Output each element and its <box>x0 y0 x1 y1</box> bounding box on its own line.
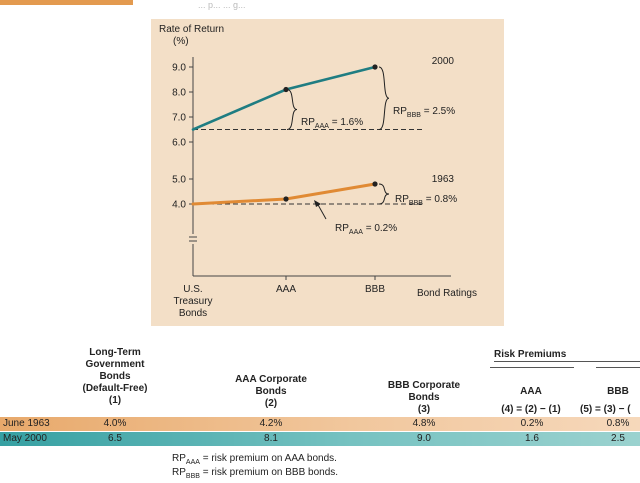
y-tick-label: 9.0 <box>172 62 186 74</box>
y-tick-label: 5.0 <box>172 174 186 186</box>
footnote-rp-bbb: $RP_{BBB}$ = risk premium on BBB bonds. <box>172 467 339 480</box>
risk-premiums-title: Risk Premiums <box>494 349 567 360</box>
annotation-rp-bbb-2000: $RP_{BBB} = 2.5\%$ <box>393 106 456 119</box>
brace-rp-bbb-2000 <box>379 67 389 130</box>
data-point <box>372 64 377 69</box>
y-tick-label: 8.0 <box>172 87 186 99</box>
cell-rp-bbb: 2.5 <box>611 433 625 444</box>
x-tick-label: BBB <box>364 284 386 295</box>
series-line-1963 <box>193 184 375 204</box>
header-rp-aaa-formula: (4) = (2) − (1) <box>501 404 561 415</box>
cell-rp-aaa: 0.2% <box>520 418 544 429</box>
series-label-1963: 1963 <box>431 174 454 185</box>
header-rp-bbb-formula: (5) = (3) − ( <box>580 404 631 415</box>
x-tick-label: AAA <box>275 284 297 295</box>
series-label-2000: 2000 <box>431 56 454 67</box>
brace-rp-aaa-2000 <box>287 90 297 130</box>
data-point <box>372 181 377 186</box>
section-tab-decoration <box>0 0 133 5</box>
annotation-rp-bbb-1963: $RP_{BBB} = 0.8\%$ <box>395 194 458 207</box>
cell-rp-aaa: 1.6 <box>525 433 539 444</box>
data-point <box>283 196 288 201</box>
row-label: June 1963 <box>3 418 50 429</box>
cell-aaa: 4.2% <box>259 418 283 429</box>
faded-header-text: ... p... ... g... <box>198 0 246 10</box>
cell-bbb: 4.8% <box>412 418 436 429</box>
row-label: May 2000 <box>3 433 47 444</box>
chart-panel <box>151 19 504 326</box>
x-tick-label: Bonds <box>178 308 208 319</box>
cell-govt: 6.5 <box>108 433 122 444</box>
annotation-rp-aaa-2000: $RP_{AAA} = 1.6\%$ <box>301 117 364 130</box>
y-axis-label: Rate of Return <box>159 24 225 35</box>
y-tick-label: 7.0 <box>172 112 186 124</box>
header-govt-bonds: Long-Term Government Bonds (Default-Free) (1) <box>82 347 148 406</box>
rp-aaa-rule <box>490 367 574 368</box>
cell-bbb: 9.0 <box>417 433 431 444</box>
y-tick-label: 4.0 <box>172 199 186 211</box>
bond-yield-chart <box>151 19 504 326</box>
y-axis-unit: (%) <box>173 36 189 47</box>
header-rp-bbb: BBB <box>607 386 629 397</box>
x-axis-label: Bond Ratings <box>416 288 477 299</box>
header-bbb-bonds: BBB Corporate Bonds (3) <box>387 380 461 415</box>
y-tick-label: 6.0 <box>172 137 186 149</box>
footnote-rp-aaa: $RP_{AAA}$ = risk premium on AAA bonds. <box>172 453 337 466</box>
cell-govt: 4.0% <box>103 418 127 429</box>
brace-rp-bbb-1963 <box>379 184 389 204</box>
annotation-rp-aaa-1963: $RP_{AAA} = 0.2\%$ <box>335 223 398 236</box>
header-aaa-bonds: AAA Corporate Bonds (2) <box>235 374 307 409</box>
risk-premiums-rule <box>494 361 640 362</box>
rp-bbb-rule <box>596 367 640 368</box>
cell-aaa: 8.1 <box>264 433 278 444</box>
header-rp-aaa: AAA <box>520 386 542 397</box>
x-tick-label: Treasury <box>173 296 213 307</box>
x-tick-label: U.S. <box>183 284 203 295</box>
table-row <box>0 417 640 431</box>
cell-rp-bbb: 0.8% <box>606 418 630 429</box>
table-row <box>0 432 640 446</box>
annotation-arrowhead <box>314 200 321 207</box>
